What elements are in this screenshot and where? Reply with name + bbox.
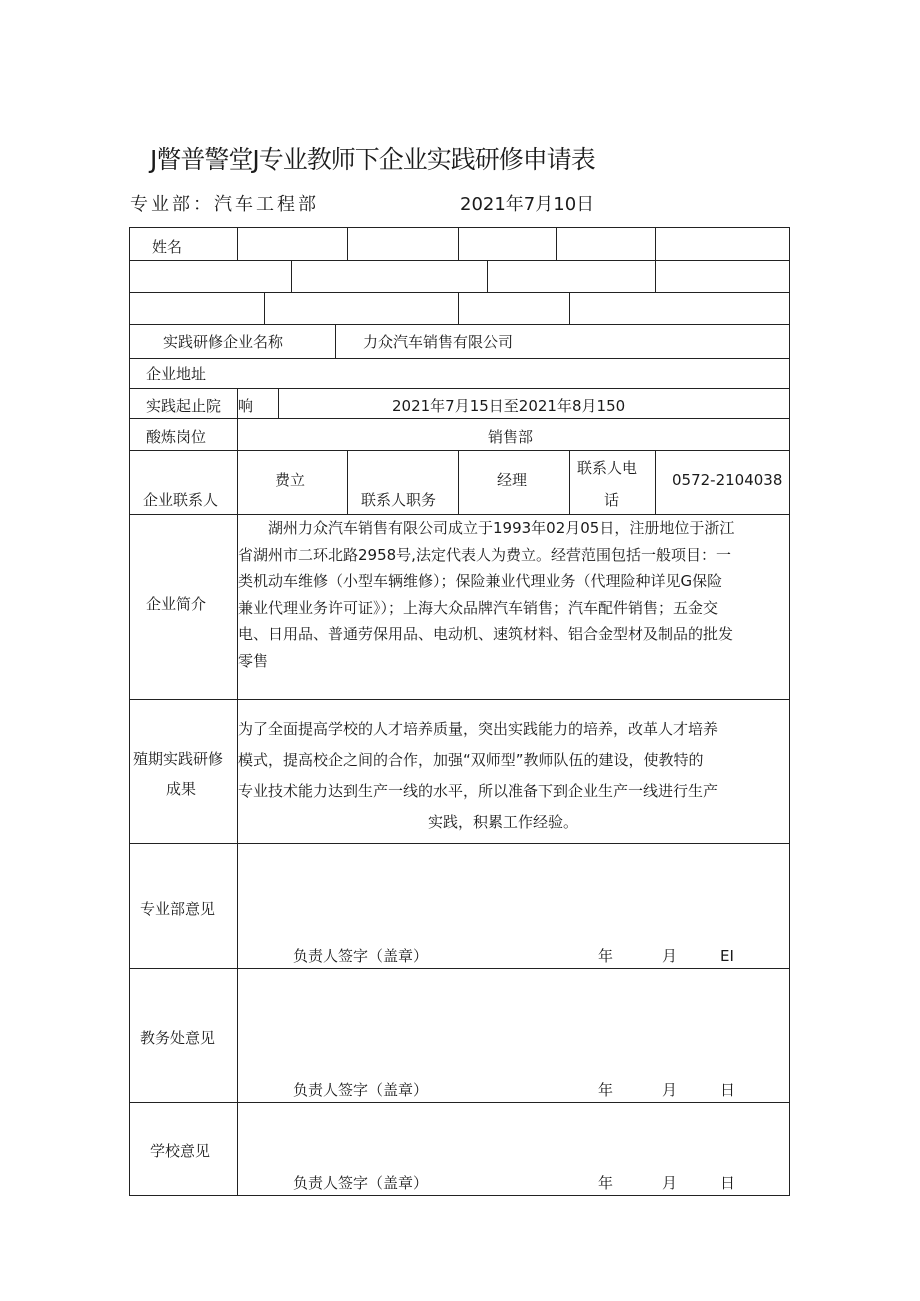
page-title: J瞥普警堂J专业教师下企业实践研修申请表 (150, 145, 595, 174)
dept-year: 年 (598, 947, 614, 965)
row-divider (130, 1102, 790, 1103)
academic-month: 月 (662, 1081, 678, 1099)
col-divider (335, 324, 336, 358)
outcome-line: 为了全面提高学校的人才培养质量，突出实践能力的培养，改革人才培养 (238, 720, 719, 738)
col-divider (347, 450, 348, 514)
outcome-line: 专业技术能力达到生产一线的水平，所以准备下到企业生产一线进行生产 (238, 782, 719, 800)
enterprise-name-value: 力众汽车销售有限公司 (363, 333, 514, 351)
col-divider (569, 450, 570, 514)
col-divider (347, 228, 348, 260)
academic-year: 年 (598, 1081, 614, 1099)
contact-label: 企业联系人 (143, 491, 219, 509)
row-divider (130, 388, 790, 389)
application-date: 2021年7月10日 (460, 194, 595, 215)
col-divider (291, 260, 292, 292)
col-divider (237, 1102, 238, 1196)
col-divider (237, 450, 238, 514)
contact-phone-label: 联系人电 (577, 459, 638, 477)
intro-line: 电、日用品、普通劳保用品、电动机、速筑材料、铝合金型材及制品的批发 (238, 625, 734, 643)
post-label: 酸炼岗位 (146, 428, 207, 446)
outcome-label: 殖期实践研修 (133, 750, 224, 768)
row-divider (130, 843, 790, 844)
col-divider (237, 228, 238, 260)
intro-line: 类机动车维修（小型车辆维修）；保险兼业代理业务（代理险种详见G保险 (238, 572, 723, 590)
row-divider (130, 450, 790, 451)
intro-text (238, 515, 788, 674)
col-divider (458, 450, 459, 514)
col-divider (655, 228, 656, 260)
post-value: 销售部 (488, 428, 534, 446)
row-divider (130, 418, 790, 419)
contact-phone-value: 0572-2104038 (672, 471, 783, 489)
name-label: 姓名 (152, 238, 183, 256)
period-label-suffix: 响 (238, 397, 254, 415)
contact-name: 费立 (275, 471, 306, 489)
col-divider (569, 292, 570, 324)
period-label: 实践起止院 (146, 397, 222, 415)
row-divider (130, 358, 790, 359)
col-divider (264, 292, 265, 324)
row-divider (130, 260, 790, 261)
col-divider (237, 418, 238, 450)
col-divider (487, 260, 488, 292)
intro-line: 兼业代理业务许可证》）；上海大众品牌汽车销售；汽车配件销售；五金交 (238, 598, 719, 617)
row-divider (130, 292, 790, 293)
intro-label: 企业简介 (146, 595, 207, 613)
dept-opinion-label: 专业部意见 (140, 900, 216, 918)
row-divider (130, 968, 790, 969)
outcome-line: 模式，提高校企之间的合作，加强“双师型”教师队伍的建设，使教特的 (238, 751, 704, 769)
contact-title-label: 联系人职务 (361, 491, 437, 509)
academic-day: 日 (720, 1081, 736, 1099)
contact-title-value: 经理 (497, 471, 528, 489)
school-opinion-label: 学校意见 (150, 1142, 211, 1160)
intro-line: 湖州力众汽车销售有限公司成立于1993年02月05日，注册地位于浙江 (268, 519, 735, 537)
col-divider (556, 228, 557, 260)
dept-sign-label: 负责人签字（盖章） (293, 947, 429, 965)
contact-phone-label-cont: 话 (604, 491, 620, 509)
col-divider (458, 292, 459, 324)
school-sign-label: 负责人签字（盖章） (293, 1174, 429, 1192)
dept-day: EI (720, 947, 734, 965)
enterprise-address-label: 企业地址 (146, 365, 207, 383)
intro-line: 零售 (238, 651, 269, 670)
col-divider (655, 450, 656, 514)
application-form-table (129, 227, 790, 1196)
department-line: 专业部：汽车工程部 (130, 194, 319, 215)
outcome-text (238, 714, 788, 838)
school-day: 日 (720, 1174, 736, 1192)
academic-sign-label: 负责人签字（盖章） (293, 1081, 429, 1099)
intro-line: 省湖州市二环北路2958号,法定代表人为费立。经营范围包括一般项目：一 (238, 545, 731, 564)
col-divider (458, 228, 459, 260)
row-divider (130, 699, 790, 700)
col-divider (278, 388, 279, 418)
period-value: 2021年7月15日至2021年8月150 (392, 397, 626, 415)
academic-opinion-label: 教务处意见 (140, 1029, 216, 1047)
outcome-line: 实践，积累工作经验。 (428, 813, 579, 831)
outcome-label-cont: 成果 (166, 780, 197, 798)
row-divider (130, 324, 790, 325)
dept-month: 月 (662, 947, 678, 965)
school-year: 年 (598, 1174, 614, 1192)
school-month: 月 (662, 1174, 678, 1192)
col-divider (655, 260, 656, 292)
enterprise-name-label: 实践研修企业名称 (163, 333, 284, 351)
